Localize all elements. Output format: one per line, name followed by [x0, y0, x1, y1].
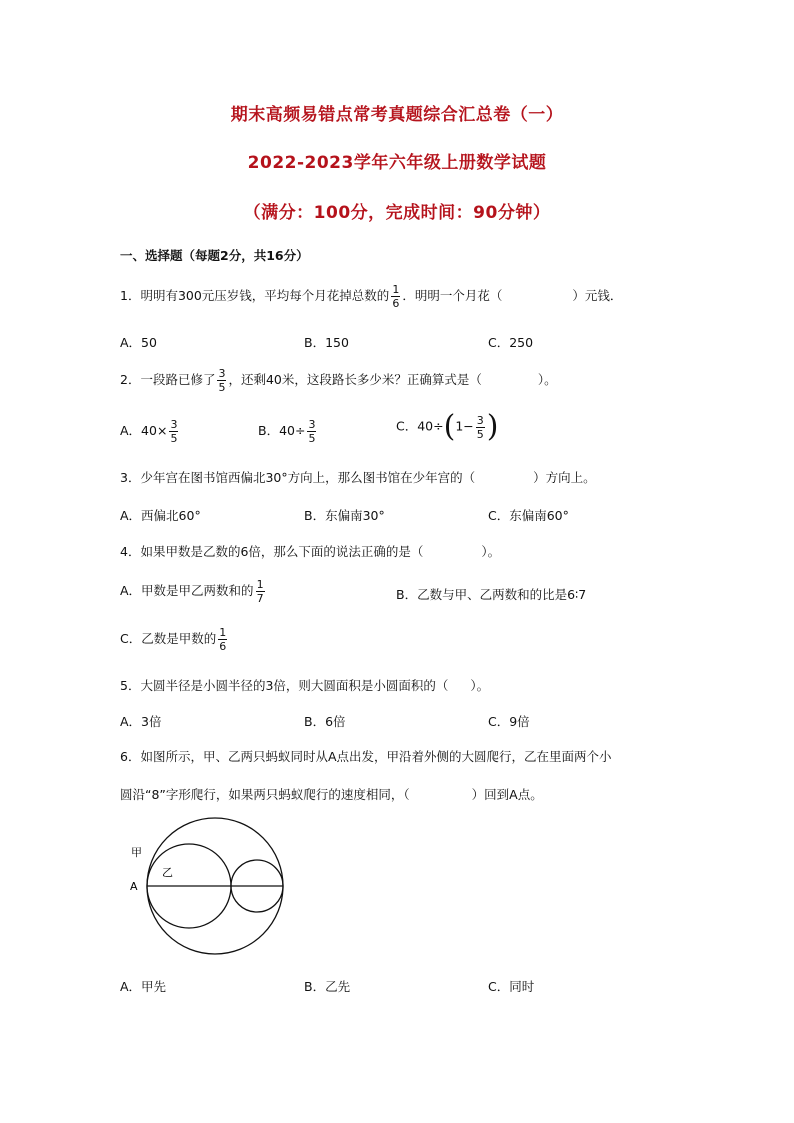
question-6-line-1: 6．如图所示，甲、乙两只蚂蚁同时从A点出发，甲沿着外侧的大圆爬行，乙在里面两个小 — [120, 749, 612, 764]
question-1-option-b: B．150 — [304, 335, 349, 350]
question-5 — [120, 676, 489, 694]
option-c-expression: C．40÷ — [396, 418, 444, 434]
question-3-text-a: 3．少年宫在图书馆西偏北30°方向上，那么图书馆在少年宫的（ — [120, 470, 476, 485]
question-2-text-a: 2．一段路已修了 — [120, 372, 216, 387]
section-heading: 一、选择题（每题2分，共16分） — [120, 248, 309, 263]
fraction-3-5 — [476, 414, 485, 441]
question-2-option-b — [258, 418, 318, 445]
question-6-option-a: A．甲先 — [120, 979, 167, 994]
question-6-line-2 — [120, 785, 543, 803]
fraction-denominator: 5 — [476, 427, 484, 441]
fraction-numerator: 3 — [476, 413, 484, 427]
fraction-denominator: 5 — [170, 432, 178, 445]
question-4-option-b: B．乙数与甲、乙两数和的比是6∶7 — [396, 587, 587, 602]
exam-meta: （满分：100分，完成时间：90分钟） — [243, 203, 551, 223]
question-1 — [120, 283, 622, 310]
fraction-numerator: 1 — [219, 626, 227, 639]
fraction-numerator: 1 — [392, 283, 400, 296]
exam-subtitle: 2022-2023学年六年级上册数学试题 — [247, 153, 547, 173]
fraction-1-7 — [256, 578, 265, 605]
fraction-numerator: 3 — [218, 367, 226, 380]
question-1-text-a: 1．明明有300元压岁钱，平均每个月花掉总数的 — [120, 288, 390, 303]
question-5-option-c: C．9倍 — [488, 714, 530, 729]
question-1-text-b: ．明明一个月花（ — [402, 288, 503, 303]
option-b-expression: B．40÷ — [258, 423, 306, 438]
question-5-option-a: A．3倍 — [120, 714, 162, 729]
question-4-option-c — [120, 626, 229, 653]
question-3-option-a: A．西偏北60° — [120, 508, 201, 523]
fraction-1-6 — [218, 626, 227, 653]
question-2-text-b: ，还剩40米，这段路长多少米？正确算式是（ — [228, 372, 482, 387]
fraction-denominator: 5 — [308, 432, 316, 445]
left-paren: ( — [443, 409, 456, 444]
option-c-one-minus: 1− — [455, 418, 474, 434]
fraction-denominator: 5 — [218, 381, 226, 394]
fraction-denominator: 7 — [256, 592, 264, 605]
question-1-option-c: C．250 — [488, 335, 534, 350]
question-6-option-b: B．乙先 — [304, 979, 351, 994]
fraction-denominator: 6 — [219, 640, 227, 653]
question-3-text-b: ）方向上。 — [533, 470, 596, 485]
question-6-text-b: ）回到A点。 — [471, 787, 543, 802]
question-1-text-c: ）元钱． — [572, 288, 623, 303]
question-6-option-c: C．同时 — [488, 979, 535, 994]
question-2-text-c: ）。 — [537, 372, 557, 387]
fraction-numerator: 1 — [256, 578, 264, 591]
right-paren: ) — [486, 409, 499, 444]
question-5-option-b: B．6倍 — [304, 714, 346, 729]
fraction-numerator: 3 — [170, 418, 178, 431]
question-5-text-b: ）。 — [470, 678, 490, 693]
question-4-text-b: ）。 — [481, 544, 501, 559]
question-2-option-c — [396, 409, 499, 444]
circles-figure — [120, 815, 320, 960]
question-4 — [120, 542, 500, 560]
label-a: A — [130, 880, 138, 893]
fraction-numerator: 3 — [308, 418, 316, 431]
question-1-option-a: A．50 — [120, 335, 157, 350]
label-jia: 甲 — [131, 846, 142, 859]
question-6-text-a: 圆沿“8”字形爬行，如果两只蚂蚁爬行的速度相同，（ — [120, 787, 410, 802]
question-3-option-b: B．东偏南30° — [304, 508, 385, 523]
label-yi: 乙 — [162, 866, 173, 879]
question-3-option-c: C．东偏南60° — [488, 508, 569, 523]
fraction-denominator: 6 — [392, 297, 400, 310]
question-2-option-a — [120, 418, 180, 445]
option-c-text: C．乙数是甲数的 — [120, 631, 217, 646]
question-5-text-a: 5．大圆半径是小圆半径的3倍，则大圆面积是小圆面积的（ — [120, 678, 449, 693]
exam-title: 期末高频易错点常考真题综合汇总卷（一） — [230, 105, 564, 125]
question-2 — [120, 367, 557, 394]
fraction-1-6 — [391, 283, 400, 310]
fraction-3-5 — [169, 418, 178, 445]
question-4-option-a — [120, 578, 267, 605]
question-4-text-a: 4．如果甲数是乙数的6倍，那么下面的说法正确的是（ — [120, 544, 424, 559]
option-a-expression: A．40× — [120, 423, 168, 438]
fraction-3-5 — [307, 418, 316, 445]
option-a-text: A．甲数是甲乙两数和的 — [120, 583, 254, 598]
question-3 — [120, 468, 596, 486]
fraction-3-5 — [217, 367, 226, 394]
